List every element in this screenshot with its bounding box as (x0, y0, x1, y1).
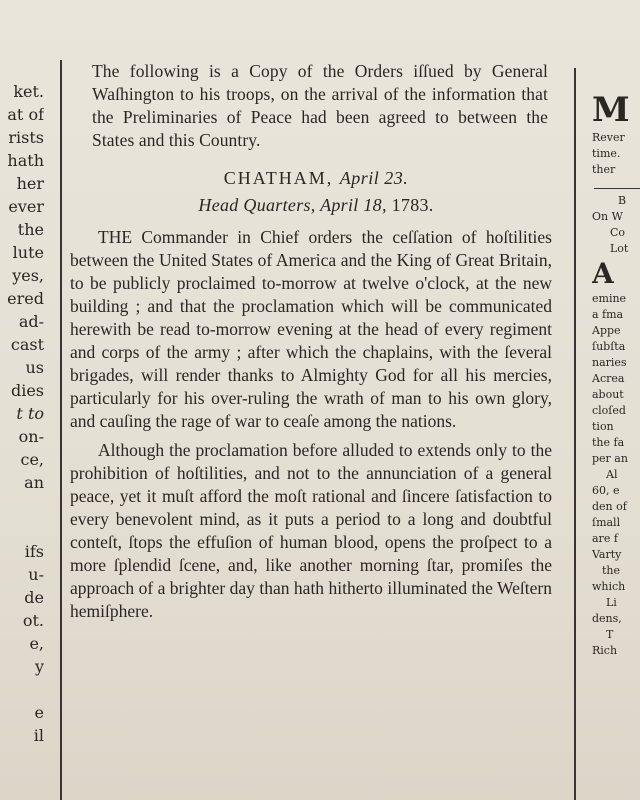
headquarters-label: Head Quarters, April 18, (198, 195, 387, 215)
right-line: are f (592, 532, 618, 545)
left-line (0, 517, 44, 540)
left-line: ket. (13, 82, 44, 101)
right-line: tion (592, 420, 614, 433)
right-divider (594, 188, 640, 189)
left-line: ifs (24, 542, 44, 561)
right-line: a fma (592, 308, 624, 321)
right-line: Lot (610, 242, 629, 255)
right-line: per an (592, 452, 628, 465)
masthead-letter: M (592, 90, 630, 130)
left-line: ever (8, 197, 44, 216)
dateline-place: CHATHAM, (223, 168, 334, 188)
left-line (0, 678, 44, 701)
article-intro: The following is a Copy of the Orders iſſued by General Waſhington to his troops, on the arrival of the information that the Preliminaries of Peace had been agreed to between the States and this Country. (92, 61, 548, 150)
left-line: y (34, 657, 44, 676)
left-line: dies (10, 381, 44, 400)
right-line: Acrea (592, 372, 625, 385)
right-line: the fa (592, 436, 625, 449)
right-line: which (592, 580, 626, 593)
left-line: ce, (20, 450, 44, 469)
right-line: ther (592, 163, 616, 176)
right-line: Varty (592, 548, 622, 561)
right-line: 60, e (592, 484, 620, 497)
left-line: lute (12, 243, 44, 262)
right-line: Al (606, 468, 618, 481)
left-line: at of (7, 105, 44, 124)
left-line: yes, (12, 266, 44, 285)
right-line: naries (592, 356, 627, 369)
left-line: de (24, 588, 44, 607)
left-column-fragment (0, 80, 44, 800)
left-line: on- (18, 427, 44, 446)
left-line: ot. (22, 611, 44, 630)
left-line: the (17, 220, 44, 239)
right-line: cloſed (592, 404, 626, 417)
left-line: t to (16, 404, 44, 423)
article-column (70, 60, 562, 800)
left-line: il (33, 726, 44, 745)
right-line: Rich (592, 644, 618, 657)
left-line: us (25, 358, 44, 377)
left-line (0, 494, 44, 517)
left-line: e (34, 703, 44, 722)
right-line: the (602, 564, 621, 577)
right-line: ſubſta (592, 340, 626, 353)
right-column-fragment (592, 90, 640, 800)
right-line: On W (592, 210, 623, 223)
right-line: emine (592, 292, 627, 305)
column-rule-left (60, 60, 62, 800)
left-line: u- (28, 565, 44, 584)
headquarters-year: 1783. (391, 195, 434, 215)
right-line: Appe (592, 324, 621, 337)
right-line: den of (592, 500, 627, 513)
left-line: ad- (18, 312, 44, 331)
article-paragraph-2: Although the proclamation before alluded to extends only to the prohibition of hoſtilities, and not to the annunciation of a general peace, yet it muſt afford the moſt rational and ſincere ſatisfaction to every benevolent mind, as it puts a period to a long and doubtful conteſt, ſtops the effuſion of human blood, opens the proſpect to a more ſplendid ſcene, and, like another morning ſtar, promiſes the approach of a brighter day than hath hitherto illuminated the Weſtern hemiſphere. (70, 440, 552, 621)
dateline (70, 168, 562, 189)
dateline-date: April 23. (339, 168, 409, 188)
right-line: time. (592, 147, 621, 160)
left-line: hath (7, 151, 44, 170)
right-line: Li (606, 596, 617, 609)
right-line: B (618, 194, 627, 207)
column-rule-right (574, 68, 576, 800)
right-line: about (592, 388, 624, 401)
left-line: her (16, 174, 44, 193)
drop-cap-letter: A (592, 257, 614, 290)
article-paragraph-1: THE Commander in Chief orders the ceſſation of hoſtilities between the United States of America and the King of Great Britain, to be publicly proclaimed to-morrow at twelve o'clock, at the new building ; and that the proclamation which will be communicated herewith be read to-morrow evening at the head of every regiment and corps of the army ; after which the chaplains, with the ſeveral brigades, will render thanks to Almighty God for all his mercies, particularly for his over-ruling the wrath of man to his own glory, and cauſing the rage of war to ceaſe among the nations. (70, 227, 552, 431)
left-line: ered (7, 289, 44, 308)
right-line: dens, (592, 612, 622, 625)
left-line: cast (10, 335, 44, 354)
left-line: rists (8, 128, 44, 147)
right-line: Co (610, 226, 626, 239)
right-line: T (606, 628, 614, 641)
headquarters-line (70, 195, 562, 216)
left-line: e, (29, 634, 44, 653)
left-line: an (24, 473, 44, 492)
right-line: Rever (592, 131, 625, 144)
right-line: ſmall (592, 516, 621, 529)
